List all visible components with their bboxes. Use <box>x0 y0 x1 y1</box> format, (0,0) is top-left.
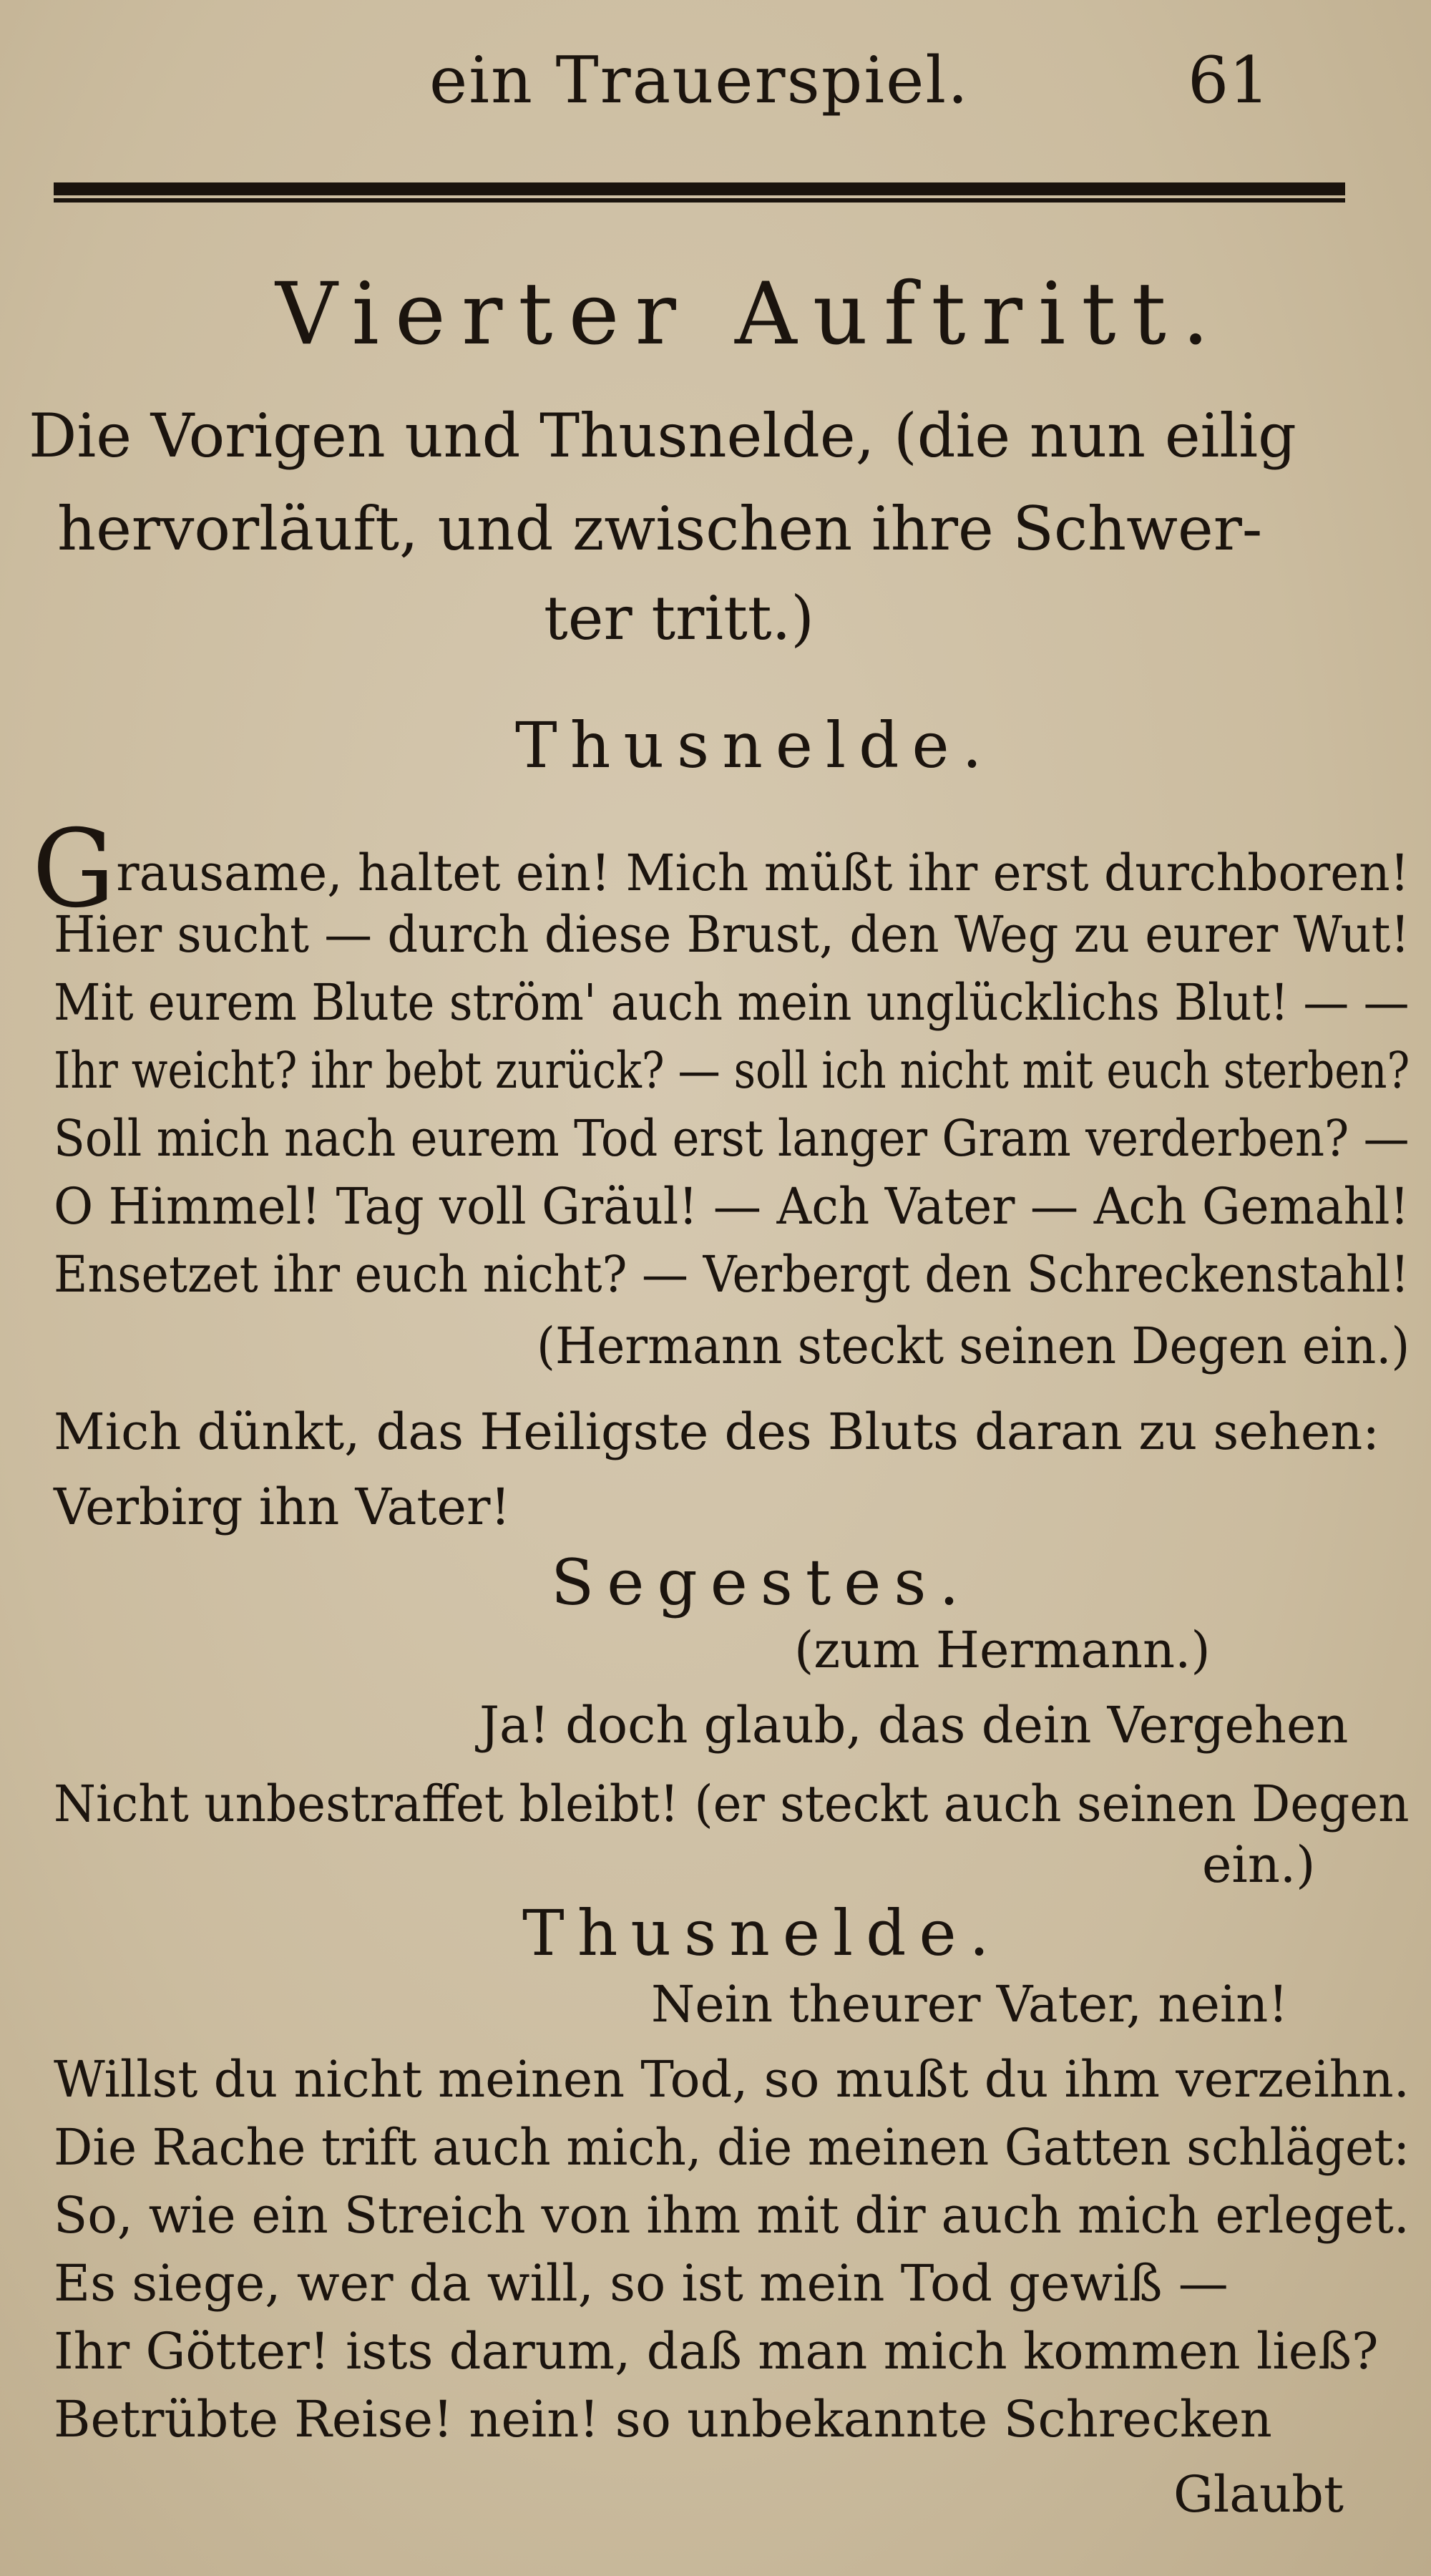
verse-line: Nein theurer Vater, nein! <box>651 1975 1289 2034</box>
speaker-name: Segestes. <box>551 1546 972 1619</box>
verse-line: O Himmel! Tag voll Gräul! — Ach Vater — Ach Gemahl! <box>54 1177 1410 1236</box>
verse-line: Willst du nicht meinen Tod, so mußt du ihm verzeihn. <box>54 2050 1410 2109</box>
header-rule-thick <box>54 182 1345 195</box>
drop-cap: G <box>32 807 115 932</box>
page-header <box>0 29 1431 129</box>
verse-line: Ihr weicht? ihr bebt zurück? — soll ich nicht mit euch sterben? <box>54 1041 1410 1100</box>
verse-line: Ihr Götter! ists darum, daß man mich kommen ließ? <box>54 2322 1379 2381</box>
verse-line: Mich dünkt, das Heiligste des Bluts daran zu sehen: <box>54 1402 1379 1461</box>
scene-title: Vierter Auftritt. <box>275 265 1225 364</box>
running-head: ein Trauerspiel. <box>429 43 970 118</box>
verse-line: Hier sucht — durch diese Brust, den Weg zu eurer Wut! <box>54 905 1410 964</box>
verse-line: Soll mich nach eurem Tod erst langer Gram verderben? — <box>54 1109 1410 1168</box>
stage-direction: (Hermann steckt seinen Degen ein.) <box>537 1317 1410 1375</box>
page-number: 61 <box>1188 43 1270 118</box>
verse-line: Die Rache trift auch mich, die meinen Gatten schläget: <box>54 2118 1410 2177</box>
verse-line: So, wie ein Streich von ihm mit dir auch mich erleget. <box>54 2186 1410 2245</box>
verse-line: Ensetzet ihr euch nicht? — Verbergt den Schreckenstahl! <box>54 1245 1410 1304</box>
stage-direction-line: ter tritt.) <box>544 583 815 653</box>
verse-line: Nicht unbestraffet bleibt! (er steckt auch seinen Degen <box>54 1775 1410 1833</box>
header-rule <box>54 182 1345 204</box>
verse-text: rausame, haltet ein! Mich müßt ihr erst durchboren! <box>116 844 1410 902</box>
verse-line: Mit eurem Blute ström' auch mein unglücklichs Blut! — — <box>54 973 1410 1032</box>
verse-line: Betrübte Reise! nein! so unbekannte Schrecken <box>54 2390 1272 2449</box>
stage-direction-line: hervorläuft, und zwischen ihre Schwer- <box>57 494 1263 564</box>
speaker-name: Thusnelde. <box>515 708 995 782</box>
catchword: Glaubt <box>1173 2465 1344 2524</box>
speaker-name: Thusnelde. <box>522 1896 1002 1970</box>
header-rule-thin <box>54 198 1345 203</box>
verse-line: Ja! doch glaub, das dein Vergehen <box>479 1696 1349 1755</box>
verse-line: Verbirg ihn Vater! <box>54 1478 511 1536</box>
stage-direction-line: Die Vorigen und Thusnelde, (die nun eilig <box>29 401 1296 471</box>
verse-line: Es siege, wer da will, so ist mein Tod gewiß — <box>54 2254 1229 2313</box>
verse-line-continuation: ein.) <box>1202 1835 1316 1894</box>
stage-direction: (zum Hermann.) <box>794 1621 1211 1679</box>
